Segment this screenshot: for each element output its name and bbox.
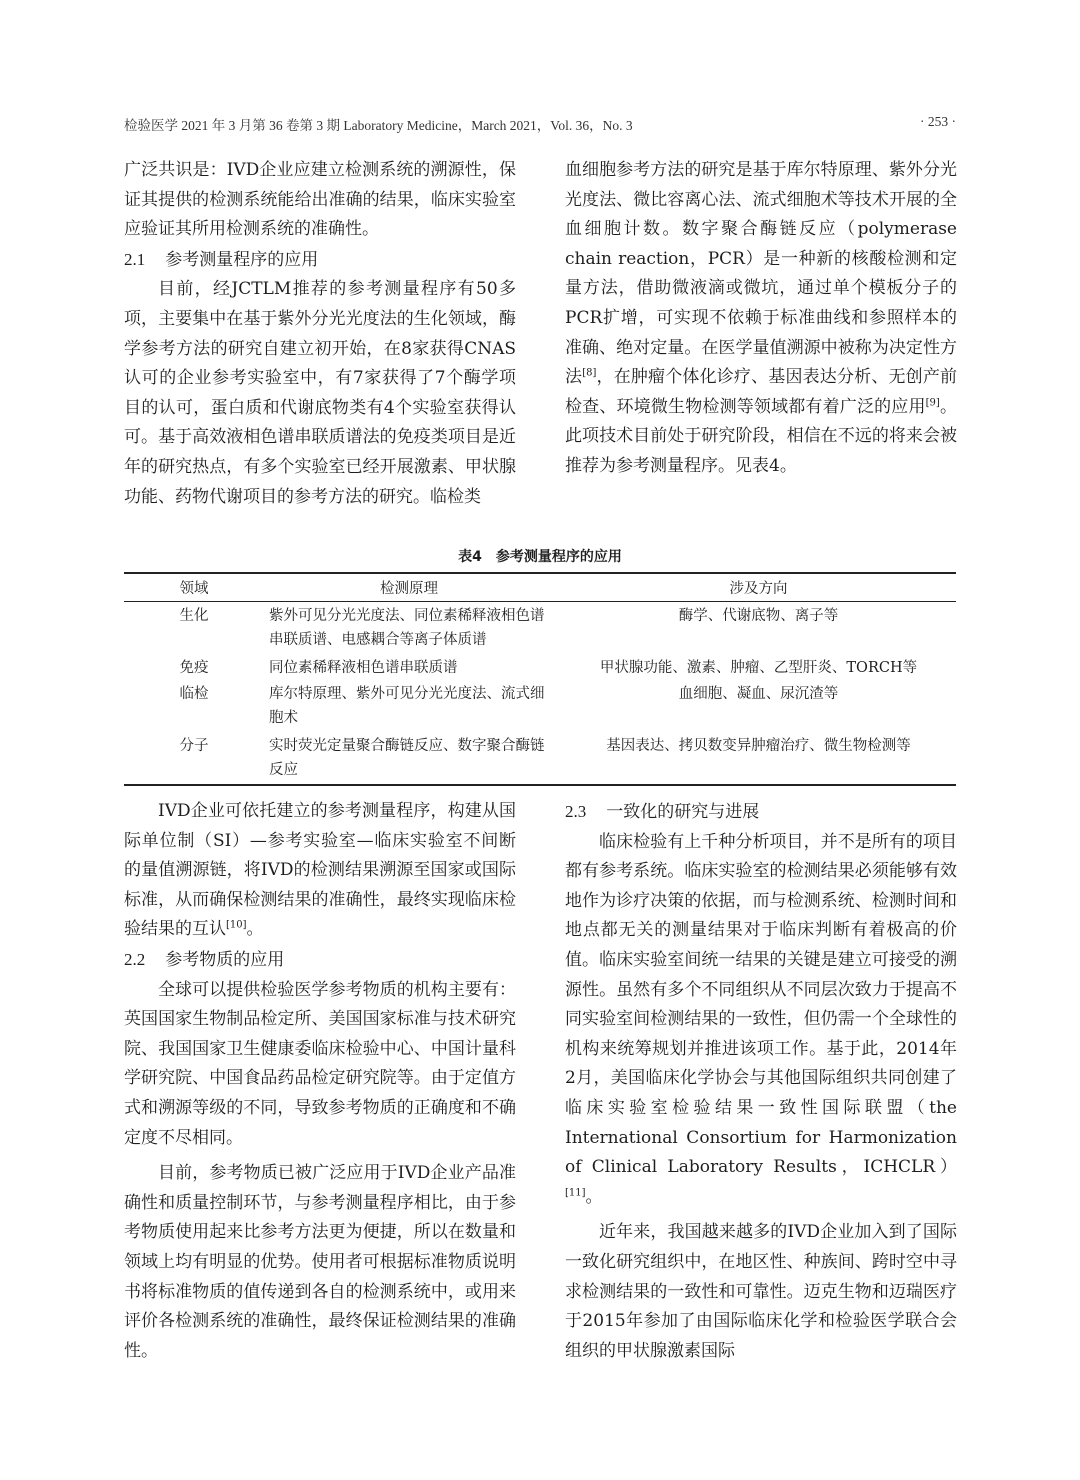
section-number: 2.2	[124, 949, 146, 969]
table-caption: 表4 参考测量程序的应用	[458, 549, 622, 565]
text-run: IVD企业可依托建立的参考测量程序，构建从国际单位制（SI）—参考实验室—临床实验室不间断的量值溯源链，将IVD的检测结果溯源至国家或国际标准，从而确保检测结果的准确性，最终实现临床检验结果的互认	[124, 801, 516, 940]
section-heading-2-1	[124, 245, 516, 276]
table-cell: 基因表达、拷贝数变异肿瘤治疗、微生物检测等	[606, 738, 911, 754]
data-table	[124, 572, 956, 786]
text-run: 临床检验有上千种分析项目，并不是所有的项目都有参考系统。临床实验室的检测结果必须能够有效地作为诊疗决策的依据，而与检测系统、检测时间和地点都无关的测量结果对于临床判断有着极高的价值。临床实验室间统一结果的关键是建立可接受的溯源性。虽然有多个不同组织从不同层次致力于提高不同实验室间检测结果的一致性，但仍需一个全球性的机构来统筹规划并推进该项工作。基于此，2014年2月，美国临床化学协会与其他国际组织共同创建了临床实验室检验结果一致性国际联盟（the International Consortium for Harmonization of Clinical Laboratory Results，ICHCLR）	[565, 831, 957, 1178]
column-top-right	[565, 156, 957, 482]
table-cell: 甲状腺功能、激素、肿瘤、乙型肝炎、TORCH等	[599, 660, 918, 676]
table-cell: 实时荧光定量聚合酶链反应、数字聚合酶链反应	[269, 738, 545, 778]
section-heading-2-3	[565, 797, 957, 828]
text-run: 。此项技术目前处于研究阶段，相信在不远的将来会被推荐为参考测量程序。见表4。	[565, 396, 958, 476]
table-cell: 库尔特原理、紫外可见分光光度法、流式细胞术	[269, 686, 545, 726]
table-cell: 血细胞、凝血、尿沉渣等	[678, 686, 839, 702]
section-number: 2.1	[124, 249, 146, 269]
table-cell: 酶学、代谢底物、离子等	[678, 608, 839, 624]
text-run: 。	[585, 1186, 603, 1207]
paragraph: 目前，经JCTLM推荐的参考测量程序有50多项，主要集中在基于紫外分光光度法的生化领域，酶学参考方法的研究自建立初开始，在8家获得CNAS认可的企业参考实验室中，有7家获得了7个酶学项目的认可，蛋白质和代谢底物类有4个实验室获得认可。基于高效液相色谱串联质谱法的免疫类项目是近年的研究热点，有多个实验室已经开展激素、甲状腺功能、药物代谢项目的参考方法的研究。临检类	[124, 279, 516, 507]
column-header: 领域	[179, 580, 209, 597]
paragraph: 广泛共识是：IVD企业应建立检测系统的溯源性，保证其提供的检测系统能给出准确的结果，临床实验室应验证其所用检测系统的准确性。	[124, 160, 516, 240]
table-cell: 免疫	[179, 660, 209, 676]
page-number: · 253 ·	[920, 114, 956, 129]
column-top-left	[124, 156, 516, 512]
table-4	[124, 546, 956, 786]
column-header: 检测原理	[380, 580, 438, 597]
table-cell: 分子	[179, 738, 209, 754]
column-bottom-right	[565, 797, 957, 1366]
paragraph: 近年来，我国越来越多的IVD企业加入到了国际一致化研究组织中，在地区性、种族间、跨时空中寻求检测结果的一致性和可靠性。迈克生物和迈瑞医疗于2015年参加了由国际临床化学和检验医学联合会组织的甲状腺激素国际	[565, 1222, 957, 1361]
paragraph	[124, 797, 516, 945]
section-title: 参考物质的应用	[165, 949, 285, 970]
table-row	[124, 680, 956, 732]
paragraph	[565, 156, 957, 482]
text-run: ，在肿瘤个体化诊疗、基因表达分析、无创产前检查、环境微生物检测等领域都有着广泛的应用	[565, 367, 958, 417]
table-cell: 临检	[179, 686, 209, 702]
table-header-row	[124, 573, 956, 602]
paragraph: 目前，参考物质已被广泛应用于IVD企业产品准确性和质量控制环节，与参考测量程序相比，由于参考物质使用起来比参考方法更为便捷，所以在数量和领域上均有明显的优势。使用者可根据标准物质说明书将标准物质的值传递到各自的检测系统中，或用来评价各检测系统的准确性，最终保证检测结果的准确性。	[124, 1163, 516, 1361]
citation-ref: [10]	[226, 919, 247, 931]
journal-citation: 检验医学 2021 年 3 月第 36 卷第 3 期 Laboratory Medicine，March 2021，Vol. 36，No. 3	[124, 118, 633, 133]
table-cell: 紫外可见分光光度法、同位素稀释液相色谱串联质谱、电感耦合等离子体质谱	[269, 608, 545, 648]
paragraph	[565, 828, 957, 1213]
section-heading-2-2	[124, 945, 516, 976]
citation-ref: [9]	[925, 397, 940, 409]
section-number: 2.3	[565, 802, 587, 821]
section-title: 参考测量程序的应用	[165, 249, 319, 270]
citation-ref: [11]	[565, 1187, 586, 1199]
table-cell: 同位素稀释液相色谱串联质谱	[269, 660, 458, 676]
table-row	[124, 732, 956, 785]
table-row	[124, 654, 956, 680]
text-run: 血细胞参考方法的研究是基于库尔特原理、紫外分光光度法、微比容离心法、流式细胞术等技术开展的全血细胞计数。数字聚合酶链反应（polymerase chain reaction，PCR）是一种新的核酸检测和定量方法，借助微液滴或微坑，通过单个模板分子的PCR扩增，可实现不依赖于标准曲线和参照样本的准确、绝对定量。在医学量值溯源中被称为决定性方法	[565, 160, 957, 388]
section-title: 一致化的研究与进展	[606, 802, 760, 822]
paragraph: 全球可以提供检验医学参考物质的机构主要有：英国国家生物制品检定所、美国国家标准与技术研究院、我国国家卫生健康委临床检验中心、中国计量科学研究院、中国食品药品检定研究院等。由于定值方式和溯源等级的不同，导致参考物质的正确度和不确定度不尽相同。	[124, 979, 516, 1148]
table-cell: 生化	[179, 608, 209, 624]
column-header: 涉及方向	[729, 580, 788, 597]
table-row	[124, 602, 956, 655]
text-run: 。	[246, 919, 264, 940]
citation-ref: [8]	[582, 367, 597, 379]
column-bottom-left	[124, 797, 516, 1366]
